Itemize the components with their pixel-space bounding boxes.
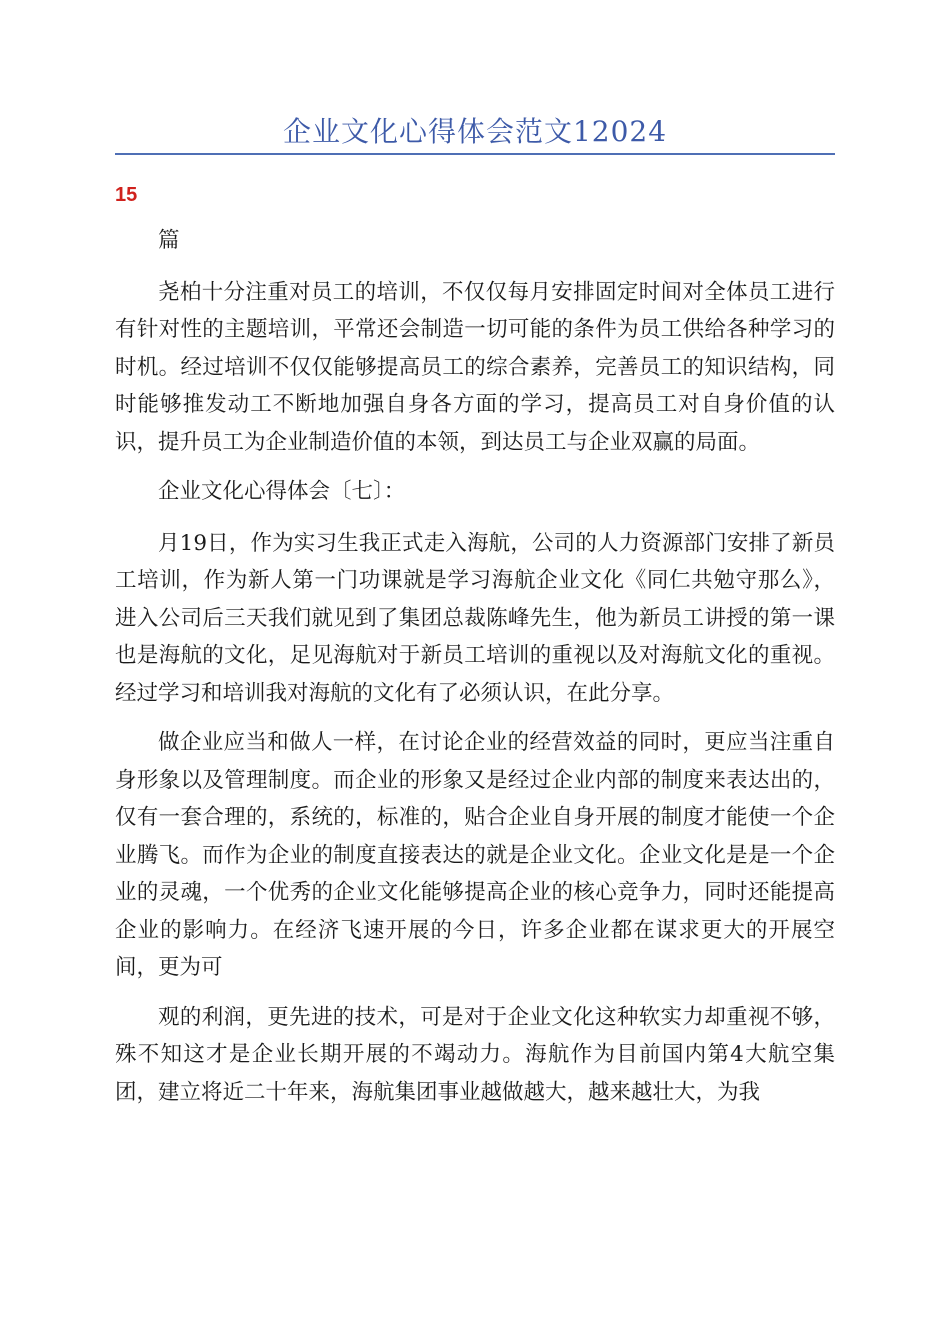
document-body [115,222,835,1123]
paragraph: 做企业应当和做人一样，在讨论企业的经营效益的同时，更应当注重自身形象以及管理制度。而企业的形象又是经过企业内部的制度来表达出的，仅有一套合理的，系统的，标准的，贴合企业自身开展的制度才能使一个企业腾飞。而作为企业的制度直接表达的就是企业文化。企业文化是是一个企业的灵魂，一个优秀的企业文化能够提高企业的核心竞争力，同时还能提高企业的影响力。在经济飞速开展的今日，许多企业都在谋求更大的开展空间，更为可 [115,730,835,980]
document-title: 企业文化心得体会范文12024 [282,115,668,148]
paragraph: 尧柏十分注重对员工的培训，不仅仅每月安排固定时间对全体员工进行有针对性的主题培训，平常还会制造一切可能的条件为员工供给各种学习的时机。经过培训不仅仅能够提高员工的综合素养，完善员工的知识结构，同时能够推发动工不断地加强自身各方面的学习，提高员工对自身价值的认识，提升员工为企业制造价值的本领，到达员工与企业双赢的局面。 [115,279,835,455]
paragraph: 企业文化心得体会〔七〕： [158,479,406,504]
section-number: 15 [115,184,138,206]
paragraph: 篇 [158,228,180,253]
title-underline [115,153,835,155]
paragraph: 月19日，作为实习生我正式走入海航，公司的人力资源部门安排了新员工培训，作为新人第一门功课就是学习海航企业文化《同仁共勉守那么》，进入公司后三天我们就见到了集团总裁陈峰先生，他为新员工讲授的第一课也是海航的文化，足见海航对于新员工培训的重视以及对海航文化的重视。经过学习和培训我对海航的文化有了必须认识，在此分享。 [115,530,835,706]
paragraph: 观的利润，更先进的技术，可是对于企业文化这种软实力却重视不够，殊不知这才是企业长期开展的不竭动力。海航作为目前国内第4大航空集团，建立将近二十年来，海航集团事业越做越大，越来越壮大，为我 [115,1004,835,1105]
